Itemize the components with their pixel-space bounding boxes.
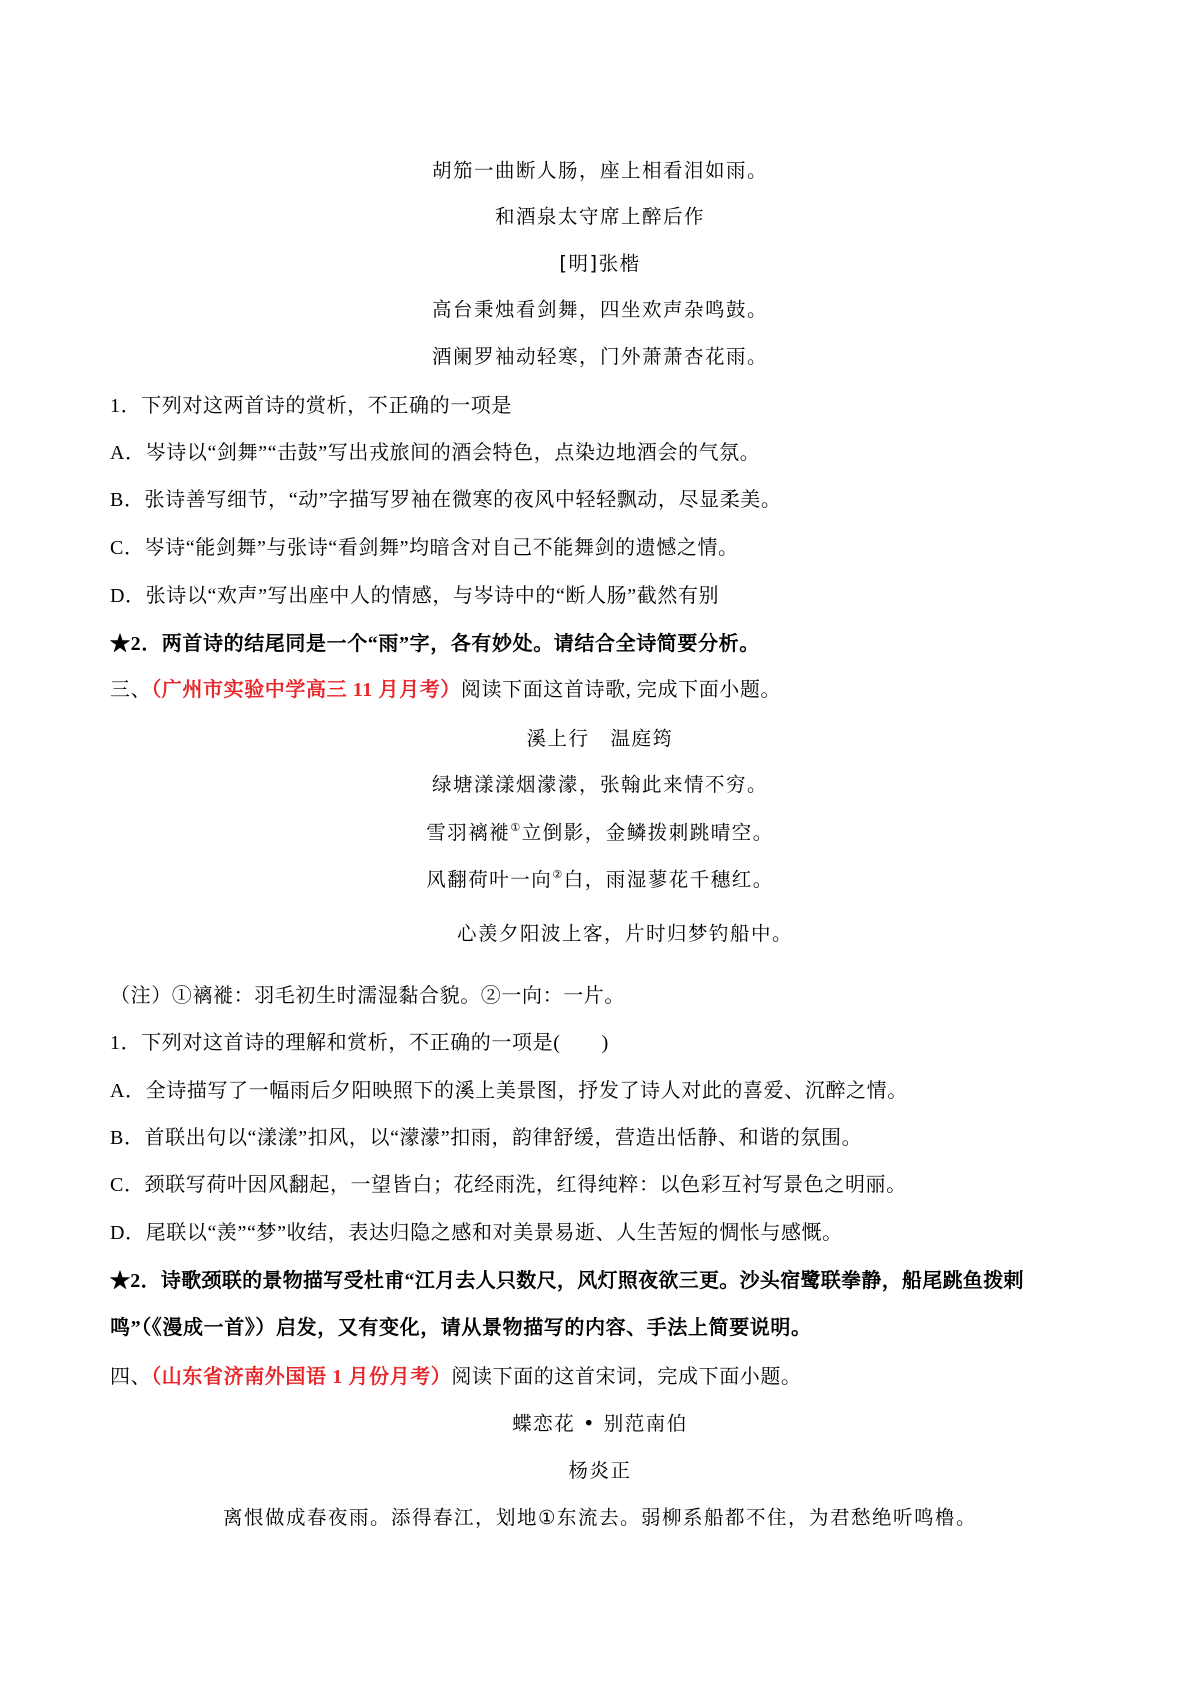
section3-poem-line-2: 雪羽褵褷①立倒影，金鳞拨刺跳晴空。: [426, 821, 774, 844]
section3-heading: [110, 677, 781, 703]
section4-heading: [110, 1364, 802, 1390]
section4-instruction: 阅读下面的这首宋词，完成下面小题。: [451, 1366, 802, 1388]
section2-question-1: 1．下列对这两首诗的赏析，不正确的一项是: [110, 395, 512, 417]
section3-option-a: A．全诗描写了一幅雨后夕阳映照下的溪上美景图，抒发了诗人对此的喜爱、沉醉之情。: [110, 1080, 908, 1102]
section3-note: （注）①褵褷：羽毛初生时濡湿黏合貌。②一向：一片。: [110, 985, 625, 1007]
poem1-last-line: 胡笳一曲断人肠，座上相看泪如雨。: [431, 159, 768, 182]
footnote-marker-2: ②: [552, 868, 564, 881]
footnote-marker-1: ①: [510, 821, 522, 834]
section4-poem-title: 蝶恋花 • 别范南伯: [512, 1412, 688, 1435]
section3-poem-title: 溪上行 温庭筠: [526, 727, 674, 750]
section3-option-c: C．颈联写荷叶因风翻起，一望皆白；花经雨洗，红得纯粹：以色彩互衬写景色之明丽。: [110, 1174, 907, 1196]
poem2-line-2: 酒阑罗袖动轻寒，门外萧萧杏花雨。: [431, 345, 768, 368]
section4-prefix: 四、: [110, 1366, 152, 1388]
section2-question-2: ★2．两首诗的结尾同是一个“雨”字，各有妙处。请结合全诗简要分析。: [110, 633, 760, 655]
section3-option-b: B．首联出句以“漾漾”扣风，以“濛濛”扣雨，韵律舒缓，营造出恬静、和谐的氛围。: [110, 1127, 863, 1149]
section3-poem-line-4: 心羡夕阳波上客，片时归梦钓船中。: [457, 922, 794, 945]
section3-source: （广州市实验中学高三 11 月月考）: [151, 679, 461, 701]
poem2-title: 和酒泉太守席上醉后作: [494, 205, 705, 228]
section3-poem-line-3: 风翻荷叶一向②白，雨湿蓼花千穗红。: [426, 868, 774, 891]
section3-option-d: D．尾联以“羡”“梦”收结，表达归隐之感和对美景易逝、人生苦短的惆怅与感慨。: [110, 1222, 843, 1244]
section2-option-c: C．岑诗“能剑舞”与张诗“看剑舞”均暗含对自己不能舞剑的遗憾之情。: [110, 537, 739, 559]
poem2-author: [明]张楷: [559, 252, 641, 275]
section3-poem-line-1: 绿塘漾漾烟濛濛，张翰此来情不穷。: [431, 773, 768, 796]
section3-question-1: 1．下列对这首诗的理解和赏析，不正确的一项是( ): [110, 1032, 609, 1054]
section3-instruction: 阅读下面这首诗歌, 完成下面小题。: [460, 679, 782, 701]
section2-option-d: D．张诗以“欢声”写出座中人的情感，与岑诗中的“断人肠”截然有别: [110, 585, 720, 607]
poem2-line-1: 高台秉烛看剑舞，四坐欢声杂鸣鼓。: [431, 298, 768, 321]
section3-prefix: 三、: [110, 679, 152, 701]
section4-source: （山东省济南外国语 1 月份月考）: [151, 1366, 452, 1388]
section2-option-a: A．岑诗以“剑舞”“击鼓”写出戎旅间的酒会特色，点染边地酒会的气氛。: [110, 442, 761, 464]
section4-poem-line-1: 离恨做成春夜雨。添得春江，划地①东流去。弱柳系船都不住，为君愁绝听鸣橹。: [223, 1506, 977, 1529]
section2-option-b: B．张诗善写细节，“动”字描写罗袖在微寒的夜风中轻轻飘动，尽显柔美。: [110, 489, 782, 511]
section3-question-2-line-1: ★2．诗歌颈联的景物描写受杜甫“江月去人只数尺，风灯照夜欲三更。沙头宿鹭联拳静，船尾跳鱼拨剌: [110, 1270, 1024, 1292]
section4-poem-author: 杨炎正: [568, 1459, 632, 1482]
section3-question-2-line-2: 鸣”（《漫成一首》）启发，又有变化，请从景物描写的内容、手法上简要说明。: [110, 1317, 812, 1339]
